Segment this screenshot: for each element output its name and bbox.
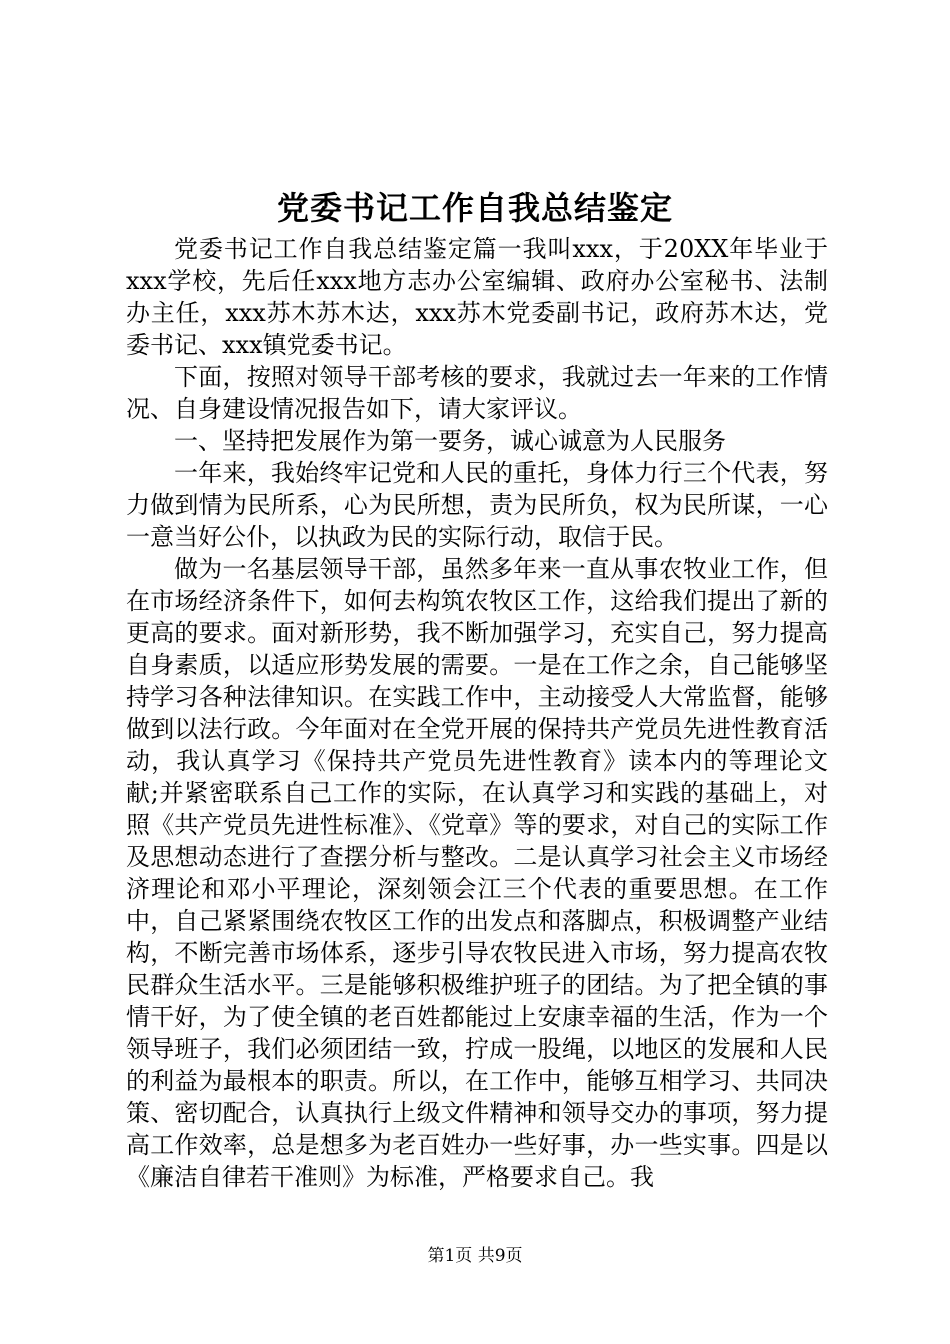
page-number-footer: 第1页 共9页	[427, 1246, 523, 1266]
document-title: 党委书记工作自我总结鉴定	[276, 189, 673, 227]
paragraph-details: 做为一名基层领导干部，虽然多年来一直从事农牧业工作，但在市场经济条件下，如何去构筑农牧区工作，这给我们提出了新的更高的要求。面对新形势，我不断加强学习，充实自己，努力提高自身素质，以适应形势发展的需要。一是在工作之余，自己能够坚持学习各种法律知识。在实践工作中，主动接受人大常监督，能够做到以法行政。今年面对在全党开展的保持共产党员先进性教育活动，我认真学习《保持共产党员先进性教育》读本内的等理论文献;并紧密联系自己工作的实际，在认真学习和实践的基础上，对照《共产党员先进性标准》、《党章》等的要求，对自己的实际工作及思想动态进行了查摆分析与整改。二是认真学习社会主义市场经济理论和邓小平理论，深刻领会江三个代表的重要思想。在工作中，自己紧紧围绕农牧区工作的出发点和落脚点，积极调整产业结构，不断完善市场体系，逐步引导农牧民进入市场，努力提高农牧民群众生活水平。三是能够积极维护班子的团结。为了把全镇的事情干好，为了使全镇的老百姓都能过上安康幸福的生活，作为一个领导班子，我们必须团结一致，拧成一股绳，以地区的发展和人民的利益为最根本的职责。所以，在工作中，能够互相学习、共同决策、密切配合，认真执行上级文件精神和领导交办的事项，努力提高工作效率，总是想多为老百姓办一些好事，办一些实事。四是以《廉洁自律若干准则》为标准，严格要求自己。我	[126, 555, 828, 1191]
paragraph-intro: 党委书记工作自我总结鉴定篇一我叫xxx，于20XX年毕业于xxx学校，先后任xxx地方志办公室编辑、政府办公室秘书、法制办主任，xxx苏木苏木达，xxx苏木党委副书记，政府苏木达，党委书记、xxx镇党委书记。	[126, 235, 828, 359]
section-heading-1: 一、坚持把发展作为第一要务，诚心诚意为人民服务	[174, 427, 726, 455]
paragraph-report-preface: 下面，按照对领导干部考核的要求，我就过去一年来的工作情况、自身建设情况报告如下，请大家评议。	[126, 363, 828, 423]
paragraph-commitment: 一年来，我始终牢记党和人民的重托，身体力行三个代表，努力做到情为民所系，心为民所想，责为民所负，权为民所谋，一心一意当好公仆，以执政为民的实际行动，取信于民。	[126, 459, 828, 551]
document-body	[126, 233, 828, 1193]
